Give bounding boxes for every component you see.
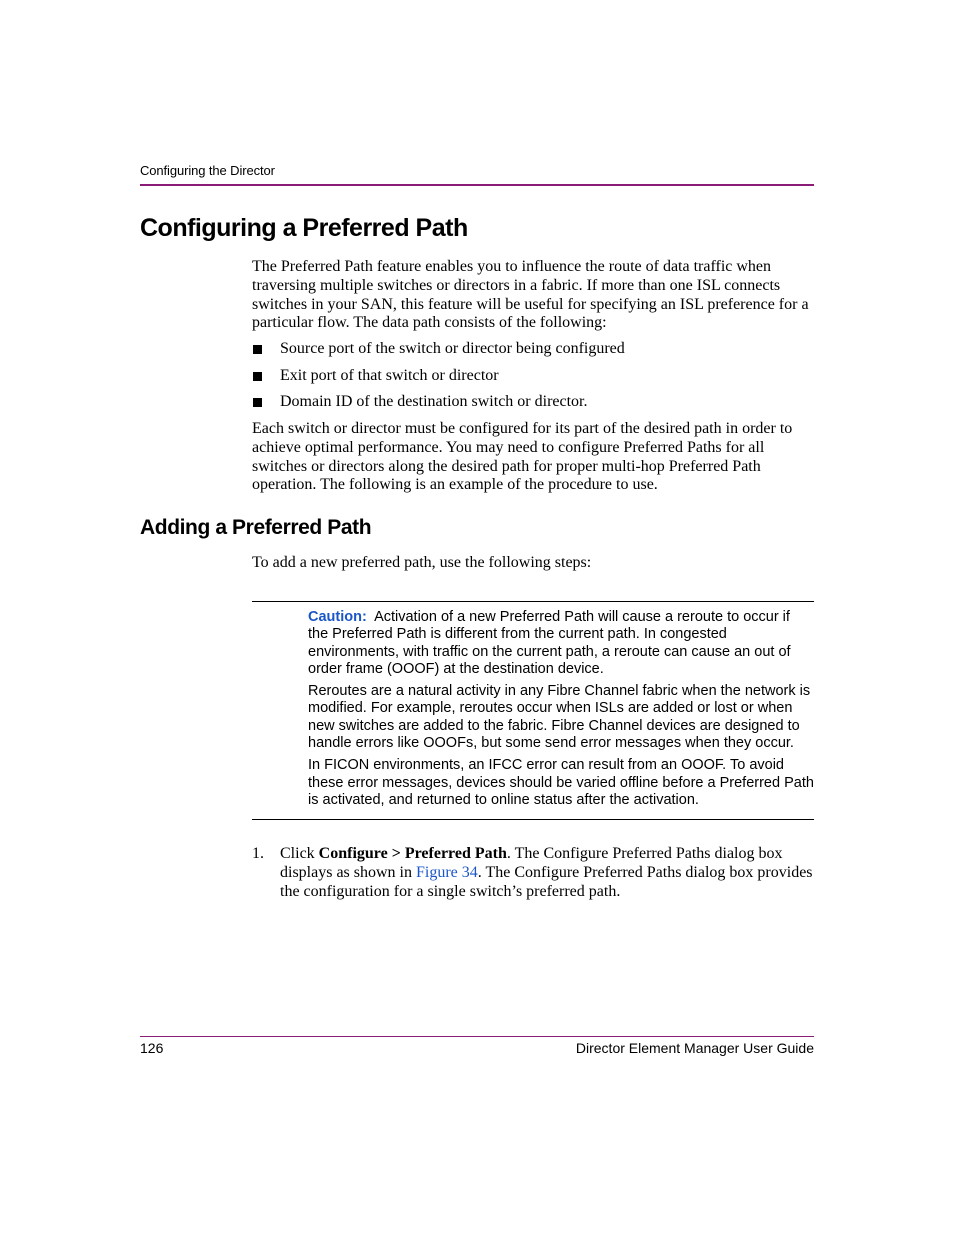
subsection-title: Adding a Preferred Path [140, 516, 372, 539]
list-item [252, 392, 814, 419]
step-item [252, 845, 814, 901]
list-item-text: Source port of the switch or director being configured [280, 340, 625, 357]
list-item [252, 339, 814, 366]
square-bullet-icon [253, 398, 262, 407]
running-header: Configuring the Director [140, 163, 275, 178]
page-number: 126 [140, 1040, 164, 1056]
caution-text: Activation of a new Preferred Path will cause a reroute to occur if the Preferred Path is different from the current path. In congested environments, with traffic on the current path, a reroute can cause an out of order frame (OOOF) at the destination device. [308, 609, 791, 677]
caution-label: Caution: [308, 609, 367, 625]
step-text [280, 845, 814, 901]
figure-link[interactable]: Figure 34 [416, 863, 478, 881]
data-path-list [252, 339, 814, 419]
menu-path: Configure > Preferred Path [318, 845, 507, 862]
step-prefix: Click [280, 845, 319, 862]
caution-paragraph [308, 609, 814, 678]
section-title: Configuring a Preferred Path [140, 214, 468, 242]
header-rule [140, 184, 814, 186]
list-item-text: Domain ID of the destination switch or director. [280, 393, 588, 410]
square-bullet-icon [253, 372, 262, 381]
step-suffix: . The Configure Preferred Paths dialog box provides the configuration for a single switch’s preferred path. [280, 863, 813, 900]
caution-paragraph: Reroutes are a natural activity in any Fibre Channel fabric when the network is modified. For example, reroutes occur when ISLs are added or lost or when new switches are added to the fabric. Fibre Channel devices are designed to handle errors like OOOFs, but some send error messages when they occur. [308, 683, 811, 752]
step-number: 1. [252, 845, 264, 862]
caution-box [252, 601, 814, 820]
footer-rule [140, 1036, 814, 1037]
list-item-text: Exit port of that switch or director [280, 366, 499, 384]
list-item [252, 366, 814, 393]
caution-content [308, 609, 814, 814]
intro-paragraph: The Preferred Path feature enables you to influence the route of data traffic when traversing multiple switches or directors in a fabric. If more than one ISL connects switches in your SAN, this feature will be useful for specifying an ISL preference for a particular flow. The data path consists of the following: [252, 258, 809, 332]
square-bullet-icon [253, 345, 262, 354]
step-middle: . The Configure Preferred Paths dialog box displays as shown in [280, 845, 783, 881]
guide-title: Director Element Manager User Guide [575, 1040, 814, 1056]
caution-paragraph: In FICON environments, an IFCC error can result from an OOOF. To avoid these error messages, devices should be varied offline before a Preferred Path is activated, and returned to online status after the activation. [308, 757, 814, 808]
steps-intro: To add a new preferred path, use the following steps: [252, 554, 592, 571]
configuration-paragraph: Each switch or director must be configured for its part of the desired path in order to achieve optimal performance. You may need to configure Preferred Paths for all switches or directors along the desired path for proper multi-hop Preferred Path operation. The following is an example of the procedure to use. [252, 420, 793, 494]
